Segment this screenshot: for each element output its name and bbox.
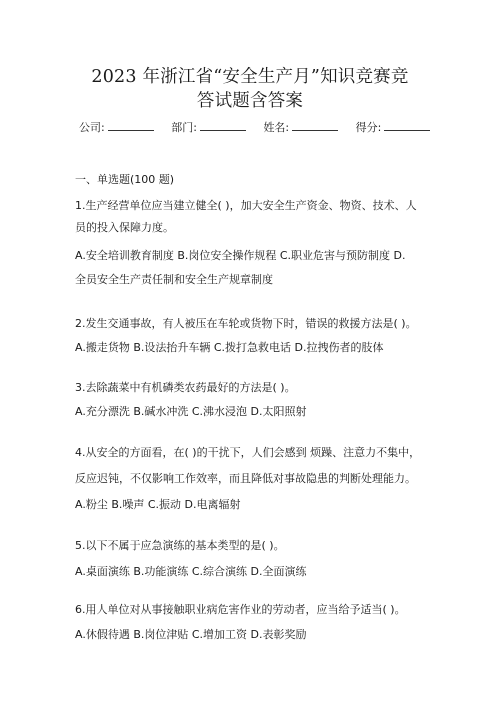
question-1-stem-line-1: 1.生产经营单位应当建立健全( )，加大安全生产资金、物资、技术、人 xyxy=(75,199,417,212)
info-field-company xyxy=(79,120,154,136)
question-2-stem: 2.发生交通事故，有人被压在车轮或货物下时，错误的救援方法是( )。 xyxy=(75,317,417,330)
question-6-stem: 6.用人单位对从事接触职业病危害作业的劳动者，应当给予适当( )。 xyxy=(75,603,406,616)
question-4-stem-line-2: 反应迟钝，不仅影响工作效率，而且降低对事故隐患的判断处理能力。 xyxy=(75,472,416,485)
question-2-options: A.搬走货物 B.设法抬升车辆 C.拨打急救电话 D.拉拽伤者的肢体 xyxy=(75,341,384,354)
info-field-label: 部门: xyxy=(171,121,197,134)
question-1-options-line-2: 全员安全生产责任制和安全生产规章制度 xyxy=(75,273,273,286)
document-title-line-1: 2023 年浙江省“安全生产月”知识竞赛竞 xyxy=(91,67,409,87)
info-field-label: 姓名: xyxy=(263,121,290,134)
question-4-stem-line-1: 4.从安全的方面看，在( )的干扰下，人们会感到 烦躁、注意力不集中， xyxy=(75,446,421,459)
info-field-department xyxy=(171,120,246,136)
respondent-info-row xyxy=(79,120,439,136)
document-title-line-2: 答试题含答案 xyxy=(196,91,304,111)
info-field-label: 公司: xyxy=(79,121,105,134)
fill-in-blank xyxy=(108,120,154,131)
question-6-options: A.休假待遇 B.岗位津贴 C.增加工资 D.表彰奖励 xyxy=(75,628,307,641)
fill-in-blank xyxy=(200,120,246,131)
info-field-label: 得分: xyxy=(355,121,382,134)
section-heading: 一、单选题(100 题) xyxy=(75,173,175,186)
question-4-options: A.粉尘 B.噪声 C.振动 D.电离辐射 xyxy=(75,498,241,511)
info-field-score xyxy=(356,120,431,136)
question-3-stem: 3.去除蔬菜中有机磷类农药最好的方法是( )。 xyxy=(75,381,296,394)
fill-in-blank xyxy=(292,120,338,131)
question-5-options: A.桌面演练 B.功能演练 C.综合演练 D.全面演练 xyxy=(75,565,307,578)
question-3-options: A.充分漂洗 B.碱水冲洗 C.沸水浸泡 D.太阳照射 xyxy=(75,405,307,418)
question-5-stem: 5.以下不属于应急演练的基本类型的是( )。 xyxy=(75,539,285,552)
fill-in-blank xyxy=(384,120,430,131)
question-1-stem-line-2: 员的投入保障力度。 xyxy=(75,221,174,234)
info-field-name xyxy=(263,120,338,136)
question-1-options-line-1: A.安全培训教育制度 B.岗位安全操作规程 C.职业危害与预防制度 D. xyxy=(75,249,406,262)
